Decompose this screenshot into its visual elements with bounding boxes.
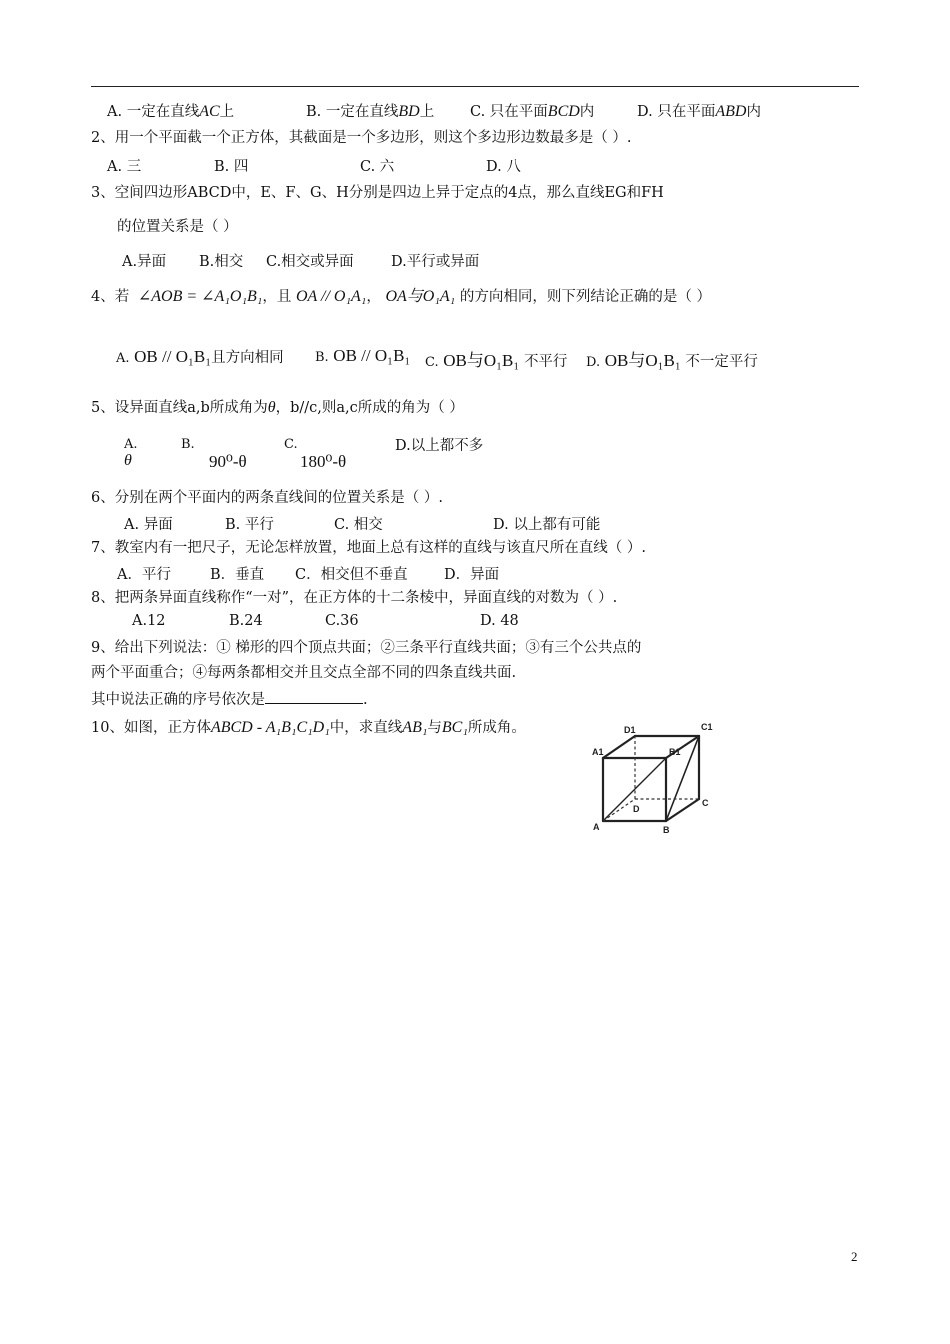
q9-text-line3: 其中说法正确的序号依次是 . [91,689,368,710]
label-b: B [663,825,670,835]
label-a: A [593,822,600,832]
page-number: 2 [851,1249,858,1264]
q2-option-a: A. 三 [107,159,142,175]
q3-option-b: B.相交 [199,254,244,270]
q4-text: 4、若 ∠AOB = ∠A₁O₁B₁，且 OA // O₁A₁， OA与O₁A₁ 的方向相同，则下列结论正确的是（ ） [91,288,711,305]
q1-option-c: C. 只在平面BCD内 [470,103,595,120]
q4-option-a: A. OB // O₁B₁且方向相同 [116,347,284,366]
q5-option-c: C. 180⁰-θ [284,437,347,471]
q4-condition-angle: ∠AOB = ∠A₁O₁B₁ [137,288,263,305]
q9-text-line1: 9、给出下列说法：① 梯形的四个顶点共面；②三条平行直线共面；③有三个公共点的 [91,640,642,656]
q4-condition-direction: OA与O₁A₁ [385,288,456,305]
q6-text: 6、分别在两个平面内的两条直线间的位置关系是（ ）. [91,490,443,506]
q4-option-b: B. OB // O₁B₁ [315,346,411,365]
q9-answer-blank [265,689,363,704]
q8-option-a: A.12 [132,613,166,629]
label-a1: A1 [592,747,604,757]
q3-text-line1: 3、空间四边形ABCD中，E、F、G、H分别是四边上异于定点的4点，那么直线EG和FH [91,185,664,201]
q8-option-b: B.24 [229,613,263,629]
cube-figure [588,720,718,842]
q1-option-d: D. 只在平面ABD内 [637,103,761,120]
q6-option-b: B. 平行 [225,517,274,533]
q7-text: 7、教室内有一把尺子，无论怎样放置，地面上总有这样的直线与该直尺所在直线（ ）. [91,540,646,556]
q5-option-d: D.以上都不多 [395,438,484,454]
q5-option-b: B. 90⁰-θ [181,437,247,471]
q4-condition-parallel: OA // O₁A₁ [295,288,367,305]
q8-option-d: D. 48 [480,613,519,629]
q10-text: 10、如图，正方体ABCD - A₁B₁C₁D₁中，求直线AB₁与BC₁所成角。 [91,719,526,736]
q6-option-c: C. 相交 [334,517,383,533]
q3-option-a: A.异面 [122,254,167,270]
q5-text: 5、设异面直线a,b所成角为θ，b//c,则a,c所成的角为（ ） [91,399,464,416]
q7-option-b: B．垂直 [210,567,265,583]
q5-option-a: A. θ [124,437,138,469]
label-c: C [702,798,709,808]
header-rule [91,86,859,87]
q2-option-c: C. 六 [360,159,395,175]
label-b1: B1 [669,747,681,757]
q3-option-c: C.相交或异面 [266,254,354,270]
q4-option-d: D. OB与O₁B₁ 不一定平行 [586,351,758,370]
label-d1: D1 [624,725,636,735]
q6-option-d: D. 以上都有可能 [493,517,601,533]
q4-option-c: C. OB与O₁B₁ 不平行 [425,351,568,370]
q7-option-c: C．相交但不垂直 [295,567,408,583]
q3-text-line2: 的位置关系是（ ） [117,219,238,235]
label-c1: C1 [701,722,713,732]
q8-text: 8、把两条异面直线称作“一对”，在正方体的十二条棱中，异面直线的对数为（ ）. [91,590,618,606]
edge-a1d1 [603,736,635,758]
q2-option-d: D. 八 [486,159,521,175]
q3-option-d: D.平行或异面 [391,254,480,270]
q7-option-a: A．平行 [117,567,171,583]
q7-option-d: D．异面 [444,567,500,583]
q6-option-a: A. 异面 [124,517,173,533]
q1-option-b: B. 一定在直线BD上 [306,103,435,120]
q1-option-a: A. 一定在直线AC上 [107,103,235,120]
q2-text: 2、用一个平面截一个正方体，其截面是一个多边形，则这个多边形边数最多是（ ）. [91,130,632,146]
q2-option-b: B. 四 [214,159,249,175]
hidden-edge-ad [603,799,635,821]
q8-option-c: C.36 [325,613,359,629]
q9-text-line2: 两个平面重合；④每两条都相交并且交点全部不同的四条直线共面. [91,665,517,681]
label-d: D [633,804,640,814]
